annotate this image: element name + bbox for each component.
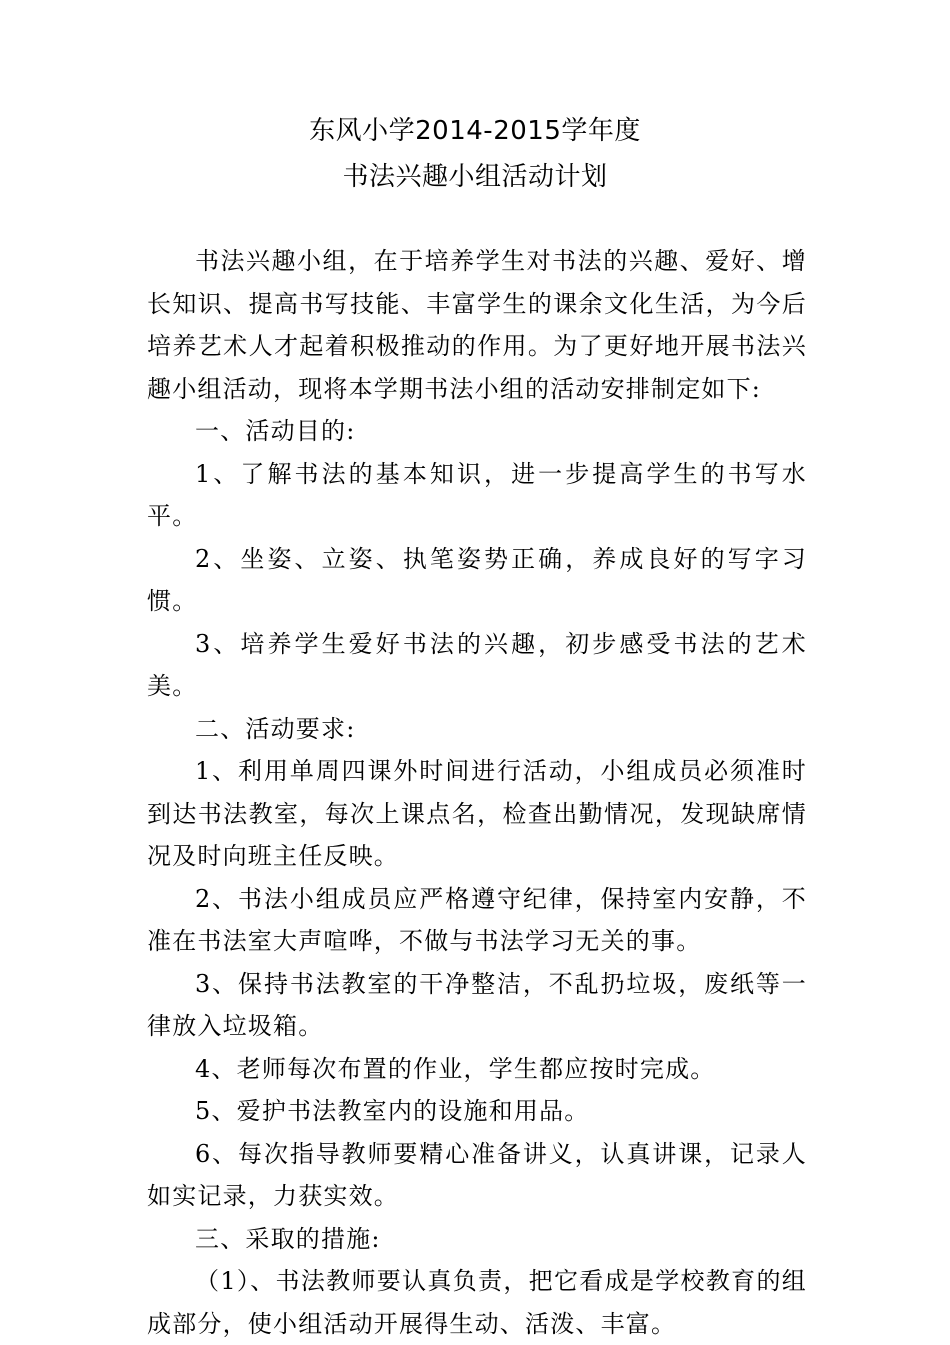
purpose-item-1: 1、了解书法的基本知识，进一步提高学生的书写水平。	[147, 459, 807, 530]
requirement-item-3: 3、保持书法教室的干净整洁，不乱扔垃圾，废纸等一律放入垃圾箱。	[147, 969, 807, 1040]
requirement-item-1: 1、利用单周四课外时间进行活动，小组成员必须准时到达书法教室，每次上课点名，检查出勤情况，发现缺席情况及时向班主任反映。	[147, 757, 807, 870]
requirement-item-5: 5、爱护书法教室内的设施和用品。	[195, 1097, 590, 1125]
measure-item-1: （1）、书法教师要认真负责，把它看成是学校教育的组成部分，使小组活动开展得生动、活泼、丰富。	[147, 1267, 807, 1338]
document-body	[147, 240, 807, 1345]
purpose-item-2: 2、坐姿、立姿、执笔姿势正确，养成良好的写字习惯。	[147, 544, 807, 615]
document-title-line-2: 书法兴趣小组活动计划	[342, 162, 608, 192]
section-heading-requirements: 二、活动要求:	[195, 714, 356, 743]
requirement-item-2: 2、书法小组成员应严格遵守纪律，保持室内安静，不准在书法室大声喧哗，不做与书法学习无关的事。	[147, 884, 807, 955]
requirement-item-4: 4、老师每次布置的作业，学生都应按时完成。	[195, 1054, 716, 1083]
purpose-item-3: 3、培养学生爱好书法的兴趣，初步感受书法的艺术美。	[147, 629, 807, 700]
document-title-line-1: 东风小学2014-2015学年度	[309, 116, 641, 146]
requirement-item-6: 6、每次指导教师要精心准备讲义，认真讲课，记录人如实记录，力获实效。	[147, 1139, 807, 1210]
section-heading-measures: 三、采取的措施:	[195, 1224, 381, 1253]
intro-paragraph: 书法兴趣小组，在于培养学生对书法的兴趣、爱好、增长知识、提高书写技能、丰富学生的课余文化生活，为今后培养艺术人才起着积极推动的作用。为了更好地开展书法兴趣小组活动，现将本学期书法小组的活动安排制定如下:	[147, 247, 807, 403]
section-heading-purpose: 一、活动目的:	[195, 417, 356, 445]
